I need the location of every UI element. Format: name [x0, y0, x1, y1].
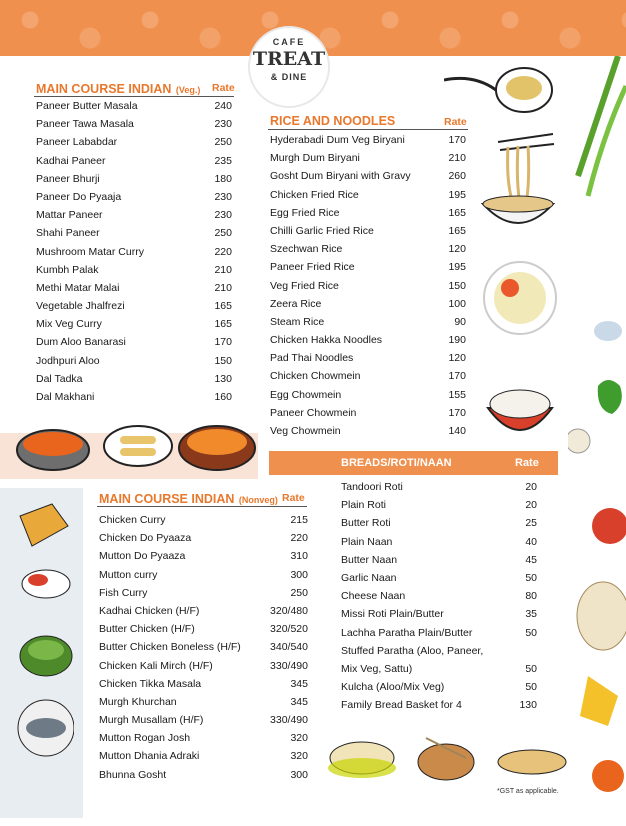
item-name: Chicken Do Pyaaza: [99, 532, 192, 545]
item-name: Kumbh Palak: [36, 263, 99, 276]
item-name: Mushroom Matar Curry: [36, 245, 144, 258]
rice-menu-item: [270, 349, 466, 367]
spring-rolls-plate-illustration: [102, 420, 174, 470]
veg-menu-item: [36, 97, 232, 115]
logo-main-text: TREAT: [252, 48, 326, 70]
item-name: Chicken Curry: [99, 514, 166, 526]
rice-title-underline: [268, 129, 468, 130]
breads-menu-item: [341, 642, 537, 660]
gst-footnote: *GST as applicable.: [497, 788, 559, 795]
rice-menu-item: [270, 222, 466, 240]
rice-menu-item: [270, 295, 466, 313]
spoon-nuts-illustration: [444, 64, 554, 116]
item-name: Zeera Rice: [270, 297, 322, 310]
item-price: 250: [290, 586, 308, 599]
item-name: Kulcha (Aloo/Mix Veg): [341, 681, 445, 694]
noodles-bowl-illustration: [478, 132, 558, 242]
item-price: 160: [214, 391, 232, 403]
item-price: 215: [290, 514, 308, 526]
veg-menu-item: [36, 170, 232, 188]
item-name: Chicken Chowmein: [270, 370, 361, 383]
item-name: Chicken Tikka Masala: [99, 677, 202, 690]
item-name: Murgh Dum Biryani: [270, 152, 360, 165]
item-price: 300: [290, 768, 308, 781]
item-name: Butter Chicken (H/F): [99, 623, 195, 636]
nonveg-menu-item: [99, 693, 308, 711]
veg-menu-item: [36, 315, 232, 333]
item-name: Butter Naan: [341, 553, 398, 566]
curry-pot-illustration: [12, 420, 94, 482]
item-name: Dal Makhani: [36, 391, 95, 403]
item-name: Paneer Butter Masala: [36, 100, 138, 112]
rice-menu-item: [270, 313, 466, 331]
nonveg-menu-item: [99, 747, 308, 765]
item-price: 250: [214, 136, 232, 149]
item-price: 345: [290, 695, 308, 708]
nonveg-subtitle: (Nonveg): [238, 495, 278, 505]
rice-menu-item: [270, 186, 466, 204]
nonveg-menu-item: [99, 584, 308, 602]
item-name: Veg Fried Rice: [270, 279, 339, 292]
item-price: 165: [448, 224, 466, 237]
item-name: Mutton Do Pyaaza: [99, 550, 186, 563]
veg-menu-item: [36, 133, 232, 151]
item-name: Mix Veg Curry: [36, 318, 102, 331]
item-price: 50: [525, 571, 537, 584]
item-name: Bhunna Gosht: [99, 768, 167, 781]
nonveg-menu-item: [99, 602, 308, 620]
item-name: Kadhai Chicken (H/F): [99, 604, 200, 617]
rice-menu-item: [270, 131, 466, 149]
nonveg-menu-item: [99, 711, 308, 729]
item-price: 155: [448, 388, 466, 401]
item-name: Mutton Dhania Adraki: [99, 750, 200, 763]
item-price: 320/480: [270, 604, 308, 617]
item-price: 300: [290, 568, 308, 581]
nonveg-menu-item: [99, 529, 308, 547]
item-price: 180: [214, 172, 232, 185]
item-name: Mutton curry: [99, 568, 158, 581]
item-price: 120: [448, 352, 466, 365]
rice-menu-item: [270, 367, 466, 385]
item-price: 230: [214, 190, 232, 203]
breads-menu-item: [341, 660, 537, 678]
item-name: Steam Rice: [270, 315, 325, 328]
item-name: Paneer Tawa Masala: [36, 118, 134, 131]
veg-menu-item: [36, 333, 232, 351]
item-price: 320: [290, 732, 308, 745]
item-price: 210: [448, 152, 466, 165]
item-price: 20: [525, 481, 537, 493]
breads-rate-header: Rate: [515, 457, 539, 469]
item-name: Chicken Hakka Noodles: [270, 334, 383, 347]
rice-menu-item: [270, 240, 466, 258]
item-name: Dum Aloo Banarasi: [36, 336, 126, 349]
item-name: Family Bread Basket for 4: [341, 699, 462, 712]
item-name: Mattar Paneer: [36, 209, 103, 222]
item-name: Missi Roti Plain/Butter: [341, 608, 444, 621]
nonveg-menu-item: [99, 620, 308, 638]
item-name: Hyderabadi Dum Veg Biryani: [270, 134, 405, 146]
item-price: 140: [448, 425, 466, 437]
breads-menu-item: [341, 587, 537, 605]
item-name: Garlic Naan: [341, 571, 397, 584]
item-price: 165: [214, 318, 232, 331]
item-name: Veg Chowmein: [270, 425, 341, 437]
item-name: Paneer Chowmein: [270, 406, 357, 419]
breads-menu-item: [341, 678, 537, 696]
rice-menu-item: [270, 149, 466, 167]
nonveg-menu-item: [99, 566, 308, 584]
veg-menu-item: [36, 188, 232, 206]
item-price: 165: [448, 206, 466, 219]
breads-menu-item: [341, 569, 537, 587]
item-name: Stuffed Paratha (Aloo, Paneer,: [341, 644, 484, 657]
item-price: 345: [290, 677, 308, 690]
item-name: Chilli Garlic Fried Rice: [270, 224, 374, 237]
item-name: Vegetable Jhalfrezi: [36, 300, 125, 313]
veg-menu-item: [36, 224, 232, 242]
cafe-logo: [248, 26, 330, 108]
item-price: 50: [525, 681, 537, 694]
item-name: Fish Curry: [99, 586, 148, 599]
nonveg-menu-item: [99, 657, 308, 675]
item-name: Gosht Dum Biryani with Gravy: [270, 170, 411, 183]
item-price: 25: [525, 517, 537, 530]
nonveg-menu-list: [99, 511, 308, 784]
item-price: 330/490: [270, 714, 308, 727]
nonveg-menu-item: [99, 766, 308, 784]
item-name: Plain Naan: [341, 535, 393, 548]
nonveg-menu-item: [99, 675, 308, 693]
item-price: 250: [214, 227, 232, 240]
nonveg-food-illustrations: [12, 496, 74, 806]
nonveg-menu-item: [99, 638, 308, 656]
veg-menu-item: [36, 115, 232, 133]
veg-menu-item: [36, 243, 232, 261]
veg-menu-item: [36, 152, 232, 170]
item-price: 190: [448, 334, 466, 347]
item-price: 120: [448, 243, 466, 256]
veg-menu-item: [36, 297, 232, 315]
item-name: Pad Thai Noodles: [270, 352, 354, 365]
rice-menu-item: [270, 204, 466, 222]
item-price: 320: [290, 750, 308, 763]
vegetables-illustration: [568, 56, 626, 826]
breads-header-bar: [269, 451, 558, 475]
item-price: 50: [525, 662, 537, 675]
rice-title: RICE AND NOODLES: [270, 114, 396, 128]
nonveg-rate-header: Rate: [282, 492, 305, 504]
rice-menu-item: [270, 331, 466, 349]
item-name: Chicken Fried Rice: [270, 188, 359, 201]
logo-top-text: CAFE: [272, 37, 306, 47]
rice-rate-header: Rate: [444, 116, 467, 128]
item-name: Szechwan Rice: [270, 243, 343, 256]
item-price: 165: [214, 300, 232, 313]
veg-menu-item: [36, 279, 232, 297]
item-name: Kadhai Paneer: [36, 154, 106, 167]
item-price: 210: [214, 281, 232, 294]
item-price: 80: [525, 590, 537, 603]
item-name: Egg Chowmein: [270, 388, 342, 401]
logo-bottom-text: & DINE: [270, 72, 308, 82]
item-price: 260: [448, 170, 466, 183]
breads-menu-item: [341, 514, 537, 532]
item-price: 230: [214, 209, 232, 222]
item-price: 90: [454, 315, 466, 328]
nonveg-menu-item: [99, 729, 308, 747]
item-name: Tandoori Roti: [341, 481, 403, 493]
rice-menu-item: [270, 258, 466, 276]
item-name: Plain Roti: [341, 499, 386, 512]
veg-subtitle: (Veg.): [175, 85, 201, 95]
bread-illustrations: [326, 728, 570, 786]
rice-menu-item: [270, 167, 466, 185]
item-name: Paneer Do Pyaaja: [36, 190, 122, 203]
item-price: 220: [290, 532, 308, 545]
veg-menu-list: [36, 97, 232, 406]
item-price: 150: [214, 354, 232, 367]
item-price: 50: [525, 626, 537, 639]
item-name: Mix Veg, Sattu): [341, 662, 413, 675]
breads-menu-list: [341, 478, 537, 714]
item-name: Butter Chicken Boneless (H/F): [99, 641, 241, 654]
item-price: 40: [525, 535, 537, 548]
item-price: 235: [214, 154, 232, 167]
veg-rate-header: Rate: [212, 82, 235, 94]
item-price: 170: [214, 336, 232, 349]
item-name: Shahi Paneer: [36, 227, 100, 240]
item-price: 130: [214, 372, 232, 385]
item-price: 330/490: [270, 659, 308, 672]
item-price: 35: [525, 608, 537, 621]
breads-menu-item: [341, 533, 537, 551]
item-name: Jodhpuri Aloo: [36, 354, 100, 367]
rice-menu-item: [270, 404, 466, 422]
rice-menu-item: [270, 277, 466, 295]
veg-menu-item: [36, 352, 232, 370]
curry-bowl-illustration: [176, 418, 258, 480]
item-name: Paneer Lababdar: [36, 136, 118, 149]
nonveg-menu-item: [99, 547, 308, 565]
breads-title: BREADS/ROTI/NAAN: [341, 457, 452, 469]
veg-title: MAIN COURSE INDIAN: [36, 82, 172, 96]
item-price: 240: [214, 100, 232, 112]
item-name: Cheese Naan: [341, 590, 406, 603]
item-name: Methi Matar Malai: [36, 281, 120, 294]
item-name: Lachha Paratha Plain/Butter: [341, 626, 473, 639]
nonveg-title-underline: [97, 506, 307, 507]
item-price: 195: [448, 188, 466, 201]
item-price: 170: [448, 370, 466, 383]
biryani-bowl-illustration: [484, 374, 556, 440]
veg-menu-item: [36, 261, 232, 279]
item-price: 320/520: [270, 623, 308, 636]
nonveg-title: MAIN COURSE INDIAN: [99, 492, 235, 506]
item-price: 210: [214, 263, 232, 276]
item-price: 100: [448, 297, 466, 310]
item-name: Chicken Kali Mirch (H/F): [99, 659, 213, 672]
breads-menu-item: [341, 496, 537, 514]
item-price: 195: [448, 261, 466, 274]
item-price: 230: [214, 118, 232, 131]
rice-menu-item: [270, 386, 466, 404]
rice-menu-item: [270, 422, 466, 440]
breads-menu-item: [341, 696, 537, 714]
breads-menu-item: [341, 478, 537, 496]
item-price: 130: [519, 699, 537, 712]
item-name: Dal Tadka: [36, 372, 83, 385]
item-name: Mutton Rogan Josh: [99, 732, 191, 745]
veg-menu-item: [36, 388, 232, 406]
item-price: 20: [525, 499, 537, 512]
item-price: 45: [525, 553, 537, 566]
item-name: Murgh Musallam (H/F): [99, 714, 204, 727]
item-price: 150: [448, 279, 466, 292]
item-price: 340/540: [270, 641, 308, 654]
item-name: Butter Roti: [341, 517, 391, 530]
item-name: Egg Fried Rice: [270, 206, 340, 219]
fried-rice-plate-illustration: [480, 258, 560, 338]
item-price: 310: [290, 550, 308, 563]
breads-menu-item: [341, 551, 537, 569]
nonveg-menu-item: [99, 511, 308, 529]
veg-menu-item: [36, 206, 232, 224]
item-name: Paneer Fried Rice: [270, 261, 355, 274]
breads-menu-item: [341, 605, 537, 623]
item-price: 170: [448, 406, 466, 419]
item-price: 220: [214, 245, 232, 258]
item-name: Paneer Bhurji: [36, 172, 100, 185]
breads-menu-item: [341, 624, 537, 642]
item-name: Murgh Khurchan: [99, 695, 177, 708]
rice-menu-list: [270, 131, 466, 440]
item-price: 170: [448, 134, 466, 146]
veg-menu-item: [36, 370, 232, 388]
